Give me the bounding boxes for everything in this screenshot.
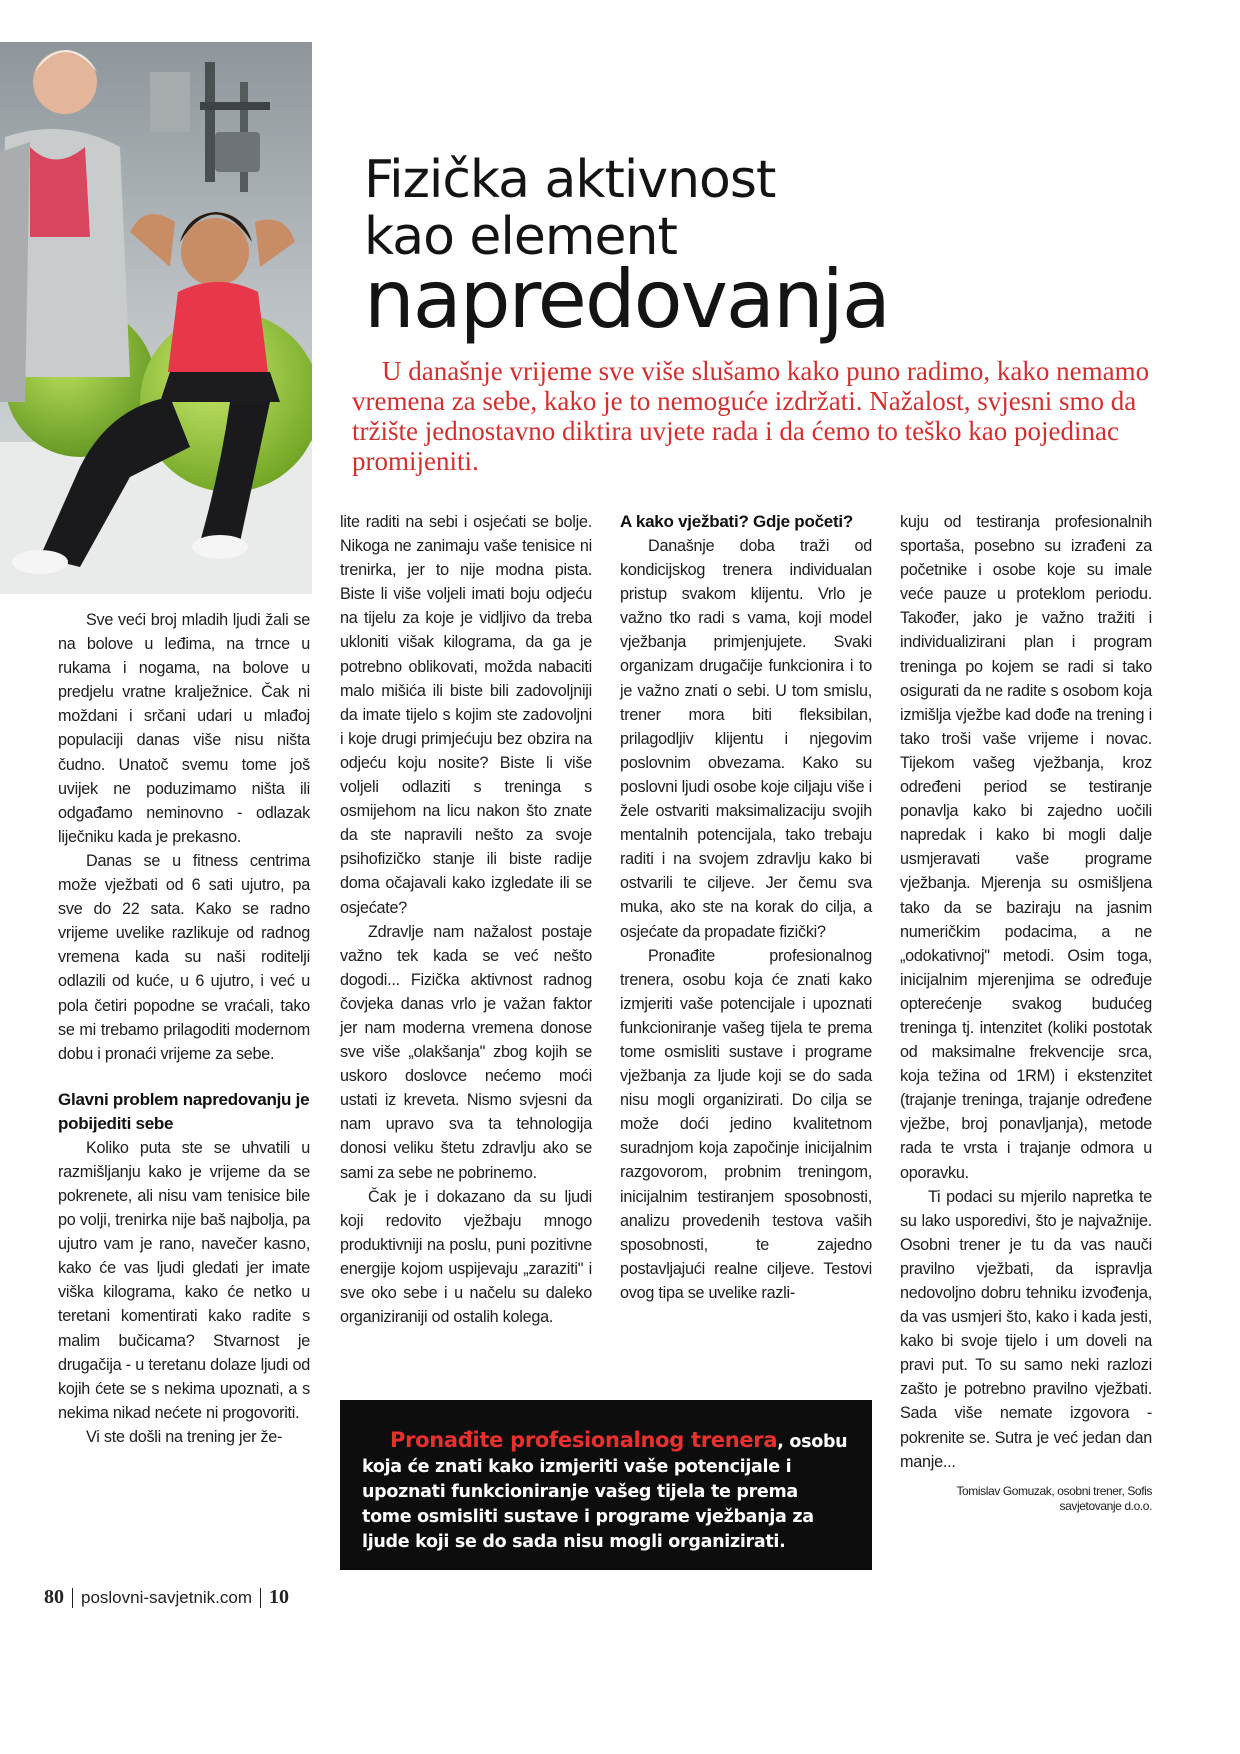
col2-paragraph: lite raditi na sebi i osjećati se bolje. Nikoga ne zanimaju vaše tenisice ni trenirka, jer to nije modna pista. Biste li više voljeli imati boju odjeću na tijelu za koje je vidljivo da treba ukloniti višak kilograma, da ga je potrebno oblikovati, možda nabaciti malo mišića ili biste bili zadovoljniji da imate tijelo s kojim ste zadovoljni i koje drugi primjećuju bez obzira na odjeću koju nosite? Biste li više voljeli odlaziti s treninga s osmijehom na licu nakon što znate da ste napravili nešto za svoje psihofizičko stanje ili biste radije doma očajavali kako izgledate ili se osjećate? <box>340 513 592 917</box>
title-line-3: napredovanja <box>364 253 889 346</box>
pull-quote-text: , osobu <box>777 1432 848 1452</box>
col4-paragraph: Ti podaci su mjerilo napretka te su lako usporedivi, što je najvažnije. Osobni trener je tu da vas nauči pravilno vježbati, da ispravlja nedovoljno dobru tehniku izvođenja, da vas usmjeri što, kako i kada jesti, kako bi svoje tijelo i um doveli na pravi put. To su samo neki razlozi zašto je potrebno pravilno vježbati. Sada više nemate izgovora - pokrenite se. Sutra je već jedan dan manje... <box>900 1187 1152 1471</box>
footer-site: poslovni-savjetnik.com <box>81 1587 253 1607</box>
fitness-photo <box>0 42 312 594</box>
col1-paragraph: Koliko puta ste se uhvatili u razmišljanju kako je vrijeme da se pokrenete, ali nisu vam tenisice bile po volji, trenirka nije baš najbolja, pa ujutro vam je rano, navečer kasno, kako će vas ljudi gledati jer imate viška kilograma, kako će netko u teretani komentirati kako radite s malim bučicama? Stvarnost je drugačija - u teretanu dolaze ljudi od kojih ćete se s nekima upoznati, a s nekima nikad nećete ni progovoriti. <box>58 1138 310 1422</box>
col3-paragraph: Današnje doba traži od kondicijskog trenera individualan pristup svakom klijentu. Vrlo je važno tko radi s vama, koji model vježbanja primjenjujete. Svaki organizam drugačije funkcionira i to je važno znati o sebi. U tom smislu, trener mora biti fleksibilan, prilagodljiv klijentu i njegovim poslovnim obvezama. Kako su poslovni ljudi osobe koje ciljaju više i žele ostvariti maksimalizaciju svojih mentalnih potencijala, tako trebaju raditi i na svojem zdravlju kako bi ostvarili te ciljeve. Jer čemu sva muka, ako ste na korak do cilja, a osjećate da propadate fizički? <box>620 537 872 941</box>
footer-divider <box>72 1588 73 1608</box>
col3-paragraph: Pronađite profesionalnog trenera, osobu koja će znati kako izmjeriti vaše potencijale i upoznati funkcioniranje vašeg tijela te prema tome osmisliti sustave i programe vježbanja za ljude koji se do sada nisu mogli organizirati. Do cilja se može doći jedino kvalitetnom suradnjom koja započinje inicijalnim razgovorom, probnim treningom, inicijalnim testiranjem sposobnosti, analizu provedenih testova vaših sposobnosti, te zajedno postavljajući realne ciljeve. Testovi ovog tipa se uvelike razli- <box>620 946 872 1302</box>
col1-paragraph: Sve veći broj mladih ljudi žali se na bolove u leđima, na trnce u rukama i nogama, na bolove u predjelu vratne kralježnice. Čak ni moždani i srčani udari u mlađoj populaciji danas više nisu ništa čudno. Unatoč svemu tome još uvijek ne poduzimamo ništa ili odgađamo neminovno - odlazak liječniku kada je prekasno. <box>58 611 310 846</box>
col1-paragraph: Danas se u fitness centrima može vježbati od 6 sati ujutro, pa sve do 22 sata. Kako se radno vrijeme uvelike razlikuje od radnog vremena kada su naši roditelji odlazili od kuće, u 6 ujutro, i već u pola četiri popodne se vraćali, tako se mi trebamo prilagoditi modernom dobu i pronaći vrijeme za sebe. <box>58 851 310 1063</box>
page-number: 80 <box>44 1586 64 1608</box>
issue-number: 10 <box>269 1586 290 1608</box>
col2-paragraph: Zdravlje nam nažalost postaje važno tek kada se već nešto dogodi... Fizička aktivnost radnog čovjeka danas vrlo je važan faktor jer nam moderna vremena donose sve više „olakšanja" zbog kojih se uskoro doslovce nećemo moći ustati iz kreveta. Nismo svjesni da nam upravo sva ta tehnologija donosi veliku štetu zdravlju ako se sami za sebe ne pobrinemo. <box>340 922 592 1182</box>
pull-quote <box>362 1428 852 1555</box>
column-4 <box>900 510 1152 1514</box>
signature-line: Tomislav Gomuzak, osobni trener, Sofis <box>956 1483 1152 1498</box>
author-signature <box>900 1484 1152 1514</box>
title-line-2: kao element <box>364 207 677 267</box>
column-3 <box>620 510 872 1305</box>
col1-paragraph: Vi ste došli na trening jer že- <box>86 1427 283 1446</box>
footer-divider <box>260 1588 261 1608</box>
section-heading: A kako vježbati? Gdje početi? <box>620 512 854 531</box>
lead-paragraph: U današnje vrijeme sve više slušamo kako puno radimo, kako nemamo vremena za sebe, kako je to nemoguće izdržati. Nažalost, svjesni smo da tržište jednostavno diktira uvjete rada i da ćemo to teško kao pojedinac promijeniti. <box>352 356 1150 476</box>
col4-paragraph: kuju od testiranja profesionalnih sportaša, posebno su izrađeni za početnike i osobe koje su imale veće pauze u proteklom periodu. Također, jako je važno tražiti i individualizirani plan i program treninga po kojem se radi si tako osigurati da ne radite s osobom koja izmišlja vježbe kad dođe na trening i tako troši vaše vrijeme i novac. Tijekom vašeg vježbanja, kroz određeni period se testiranje ponavlja kako bi zajedno uočili napredak i kako bi mogli dalje usmjeravati vaše programe vježbanja. Mjerenja su osmišljena tako da se baziraju na jasnim numeričkim podacima, a ne „odokativnoj" metodi. Osim toga, inicijalnim mjerenjima se određuje opterećenje svakog budućeg treninga tj. intenzitet (koliki postotak od maksimalne frekvencije srca, koja težina od 1RM) i ekstenzitet (trajanje treninga, trajanje određene vježbe, broj ponavljanja), metode rada te vrsta i trajanje odmora u oporavku. <box>900 513 1152 1182</box>
col2-paragraph: Čak je i dokazano da su ljudi koji redovito vježbaju mnogo produktivniji na poslu, puni pozitivne energije kojom uspijevaju „zaraziti" i sve oko sebe i u načelu su daleko organiziraniji od ostalih kolega. <box>340 1187 592 1327</box>
column-2 <box>340 510 592 1329</box>
section-heading: Glavni problem napredovanju je pobijediti sebe <box>58 1089 310 1133</box>
pull-quote-text: koja će znati kako izmjeriti vaše potencijale i upoznati funkcioniranje vašeg tijela te prema tome osmisliti sustave i programe vježbanja za ljude koji se do sada nisu mogli organizirati. <box>362 1457 814 1552</box>
title-line-1: Fizička aktivnost <box>364 150 776 210</box>
page-footer <box>44 1586 289 1609</box>
column-1 <box>58 608 310 1449</box>
signature-line: savjetovanje d.o.o. <box>1059 1498 1152 1513</box>
pull-quote-highlight: Pronađite profesionalnog trenera <box>390 1428 778 1452</box>
pull-quote-box <box>340 1400 872 1570</box>
